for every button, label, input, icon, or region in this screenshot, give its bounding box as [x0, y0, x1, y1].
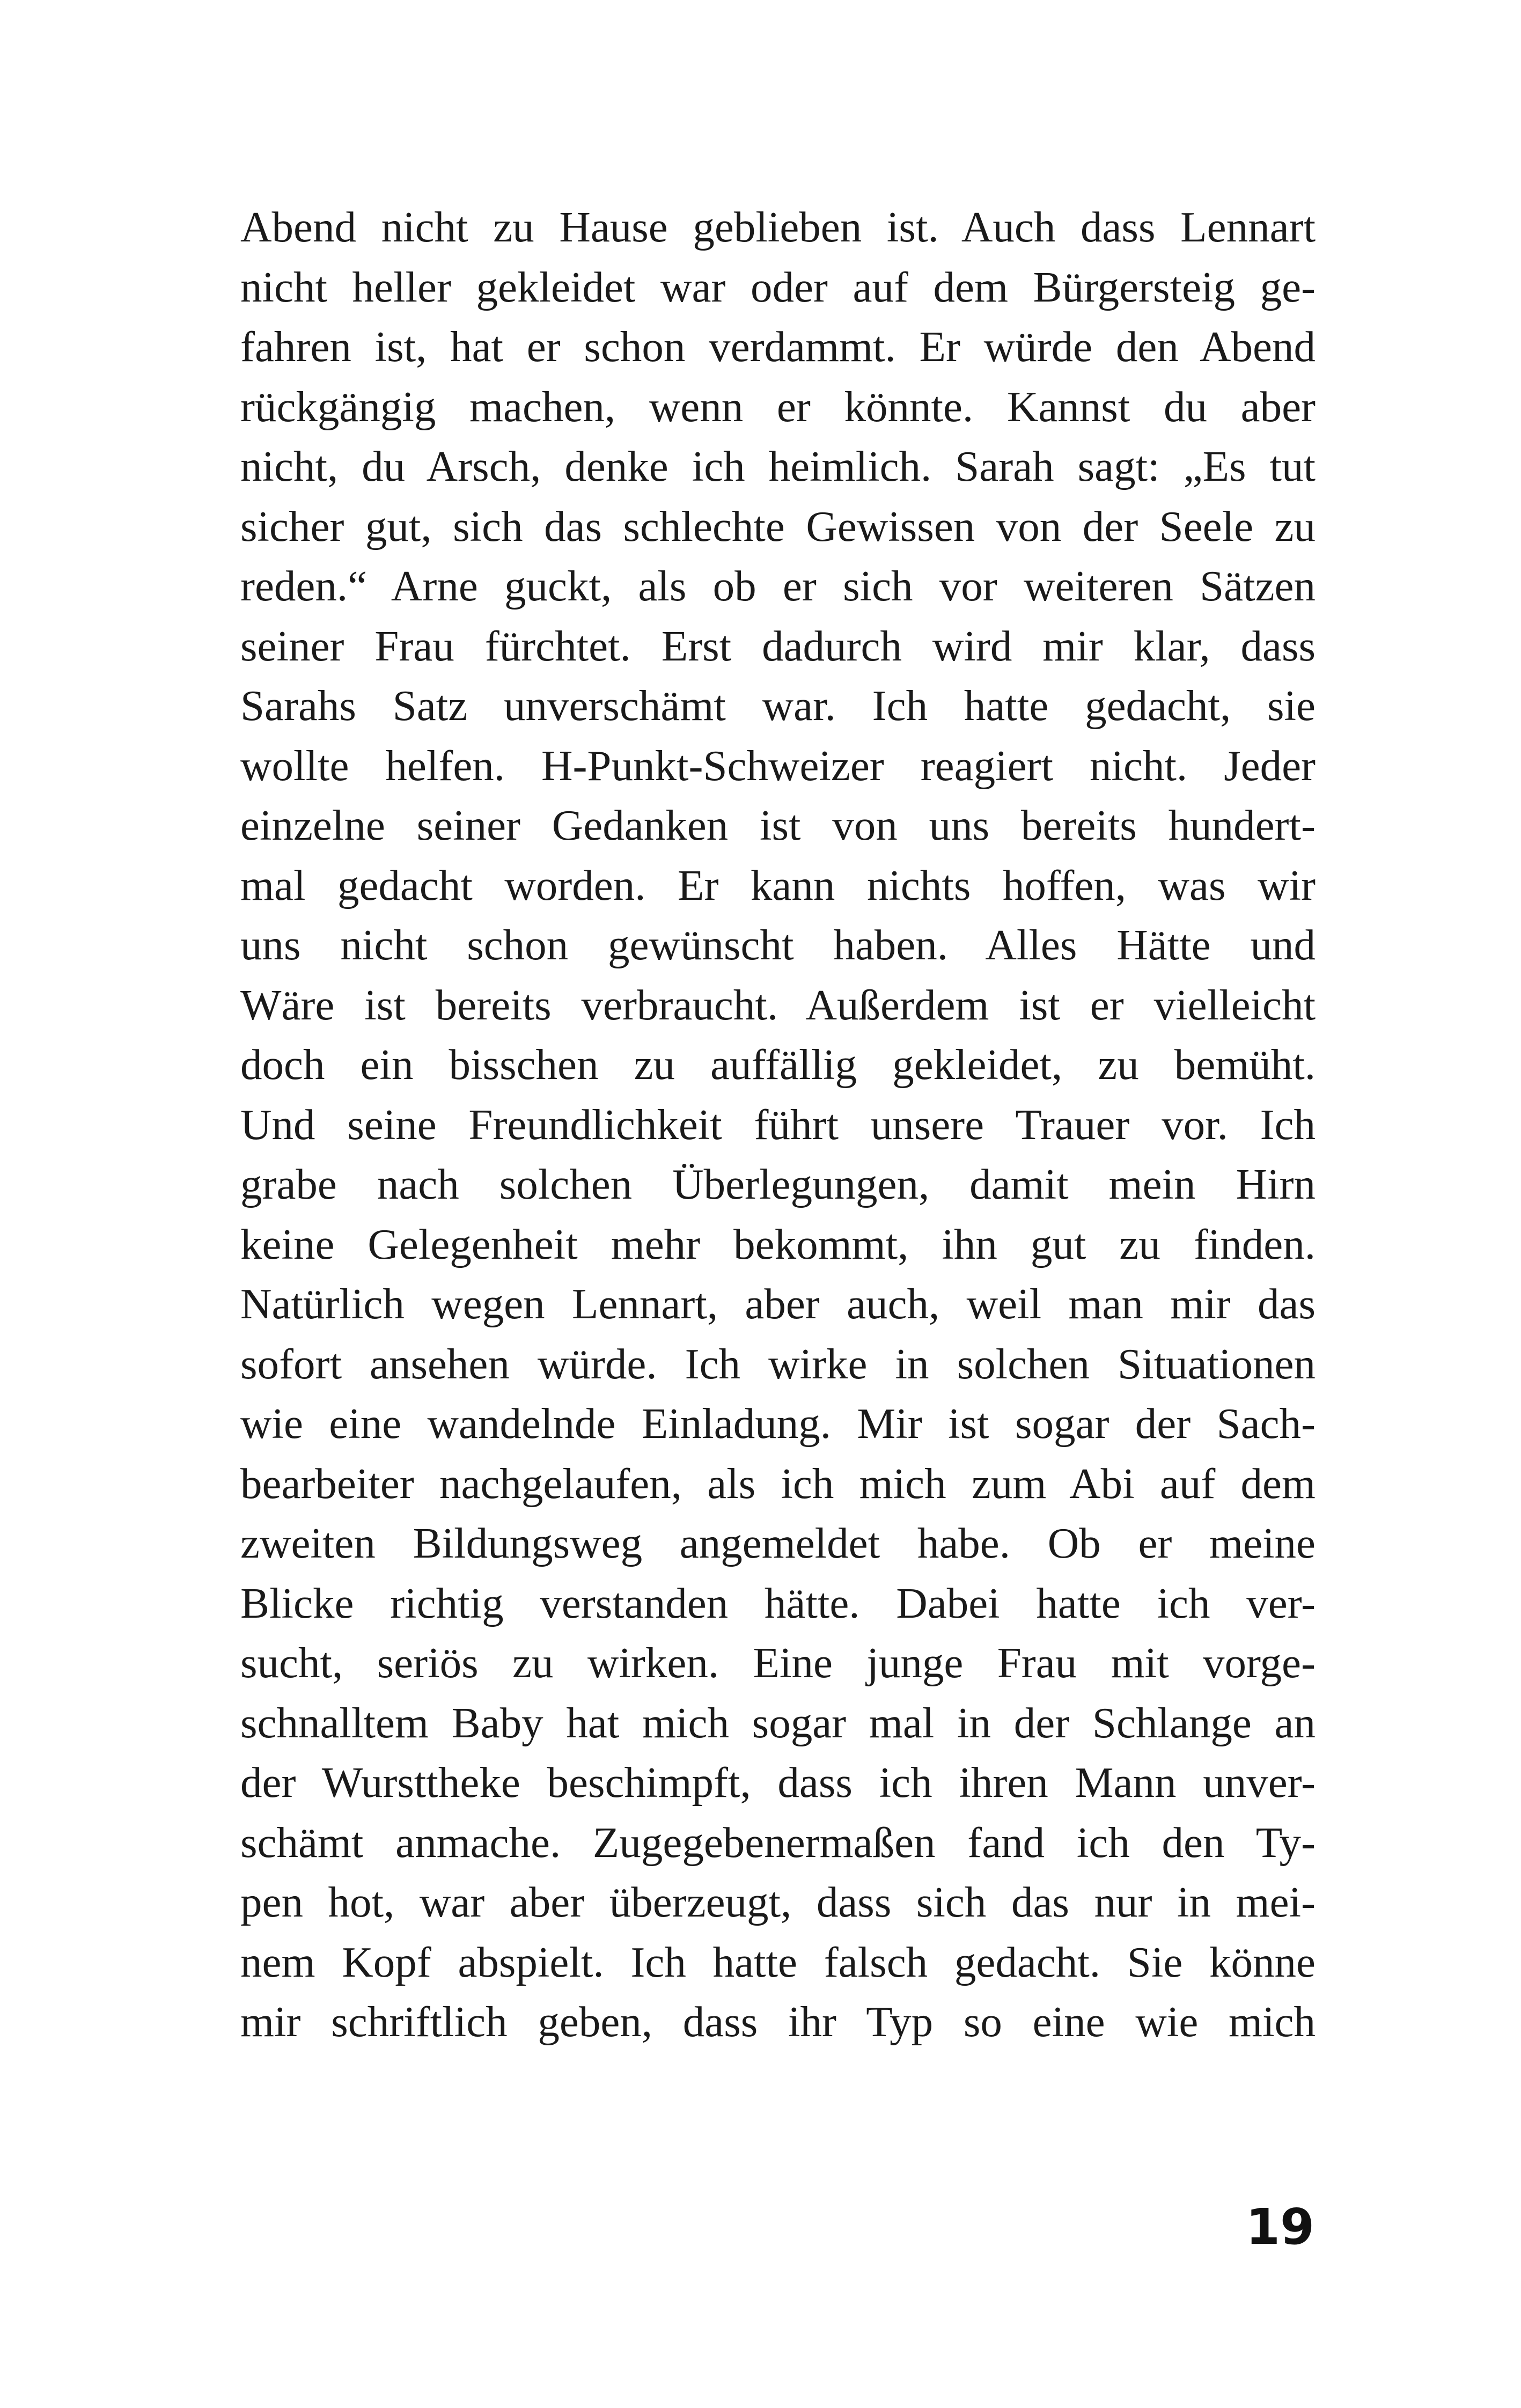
text-line: uns nicht schon gewünscht haben. Alles Hätte und	[240, 921, 1316, 969]
text-line: doch ein bisschen zu auffällig gekleidet, zu bemüht.	[240, 1040, 1316, 1089]
text-line: schämt anmache. Zugegebenermaßen fand ich den Ty-	[240, 1818, 1316, 1867]
text-line: der Wursttheke beschimpft, dass ich ihren Mann unver-	[240, 1758, 1316, 1807]
text-line: Wäre ist bereits verbraucht. Außerdem ist er vielleicht	[240, 980, 1316, 1029]
text-line: Blicke richtig verstanden hätte. Dabei hatte ich ver-	[240, 1579, 1316, 1627]
text-line: wie eine wandelnde Einladung. Mir ist sogar der Sach-	[240, 1399, 1316, 1448]
text-line: mal gedacht worden. Er kann nichts hoffen, was wir	[240, 861, 1316, 909]
text-line: reden.“ Arne guckt, als ob er sich vor weiteren Sätzen	[240, 562, 1316, 610]
text-line: schnalltem Baby hat mich sogar mal in der Schlange an	[240, 1698, 1316, 1747]
text-line: Sarahs Satz unverschämt war. Ich hatte gedacht, sie	[240, 681, 1316, 730]
text-line: bearbeiter nachgelaufen, als ich mich zum Abi auf dem	[240, 1459, 1316, 1508]
text-line: fahren ist, hat er schon verdammt. Er würde den Abend	[240, 322, 1316, 371]
text-line: sucht, seriös zu wirken. Eine junge Frau mit vorge-	[240, 1639, 1316, 1687]
text-line: wollte helfen. H-Punkt-Schweizer reagiert nicht. Jeder	[240, 741, 1316, 790]
page-number: 19	[1245, 2198, 1314, 2256]
text-line: Natürlich wegen Lennart, aber auch, weil man mir das	[240, 1280, 1316, 1328]
text-line: zweiten Bildungsweg angemeldet habe. Ob er meine	[240, 1519, 1316, 1567]
text-line: Und seine Freundlichkeit führt unsere Trauer vor. Ich	[240, 1100, 1316, 1149]
text-line: einzelne seiner Gedanken ist von uns bereits hundert-	[240, 801, 1316, 849]
text-line: seiner Frau fürchtet. Erst dadurch wird mir klar, dass	[240, 621, 1316, 670]
body-text	[240, 197, 1316, 2052]
text-line: grabe nach solchen Überlegungen, damit mein Hirn	[240, 1160, 1316, 1208]
text-line: sicher gut, sich das schlechte Gewissen von der Seele zu	[240, 502, 1316, 550]
text-line: nicht heller gekleidet war oder auf dem Bürgersteig ge-	[240, 262, 1316, 311]
text-line: rückgängig machen, wenn er könnte. Kannst du aber	[240, 382, 1316, 431]
text-line: nem Kopf abspielt. Ich hatte falsch gedacht. Sie könne	[240, 1937, 1316, 1986]
text-line: Abend nicht zu Hause geblieben ist. Auch dass Lennart	[240, 203, 1316, 251]
text-line: pen hot, war aber überzeugt, dass sich das nur in mei-	[240, 1878, 1316, 1926]
text-line: keine Gelegenheit mehr bekommt, ihn gut zu finden.	[240, 1220, 1316, 1268]
text-line: sofort ansehen würde. Ich wirke in solchen Situationen	[240, 1339, 1316, 1388]
text-line: mir schriftlich geben, dass ihr Typ so eine wie mich	[240, 1998, 1316, 2046]
text-line: nicht, du Arsch, denke ich heimlich. Sarah sagt: „Es tut	[240, 442, 1316, 490]
